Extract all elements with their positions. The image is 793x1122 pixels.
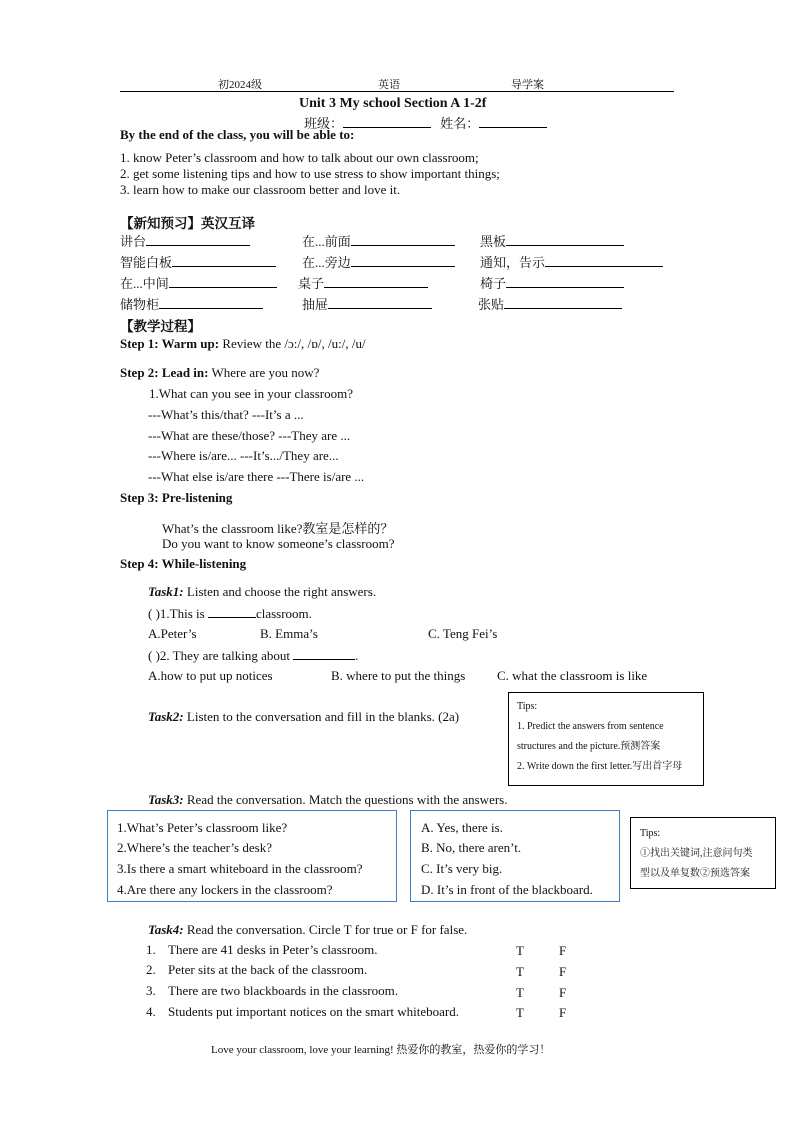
task3-question[interactable]: 4.Are there any lockers in the classroom? <box>117 882 333 897</box>
task3-answer[interactable]: A. Yes, there is. <box>421 820 503 835</box>
preview-term: 抽屉 <box>302 294 432 313</box>
answer-blank[interactable] <box>351 254 455 267</box>
class-blank[interactable] <box>343 115 431 128</box>
answer-blank[interactable] <box>169 275 277 288</box>
true-option[interactable]: T <box>516 943 524 958</box>
objective-item: 1. know Peter’s classroom and how to talk about our own classroom; <box>120 150 479 165</box>
tips-line: ①找出关键词,注意问句类 <box>640 848 753 859</box>
objective-item: 2. get some listening tips and how to use stress to show important things; <box>120 166 500 181</box>
preview-term: 在...旁边 <box>302 252 455 271</box>
page-title: Unit 3 My school Section A 1-2f <box>299 96 487 111</box>
task1-q2: ( )2. They are talking about . <box>148 648 359 663</box>
name-blank[interactable] <box>479 115 547 128</box>
step2-line: ---What’s this/that? ---It’s a ... <box>148 407 304 422</box>
task2-instruction: Task2: Listen to the conversation and fill in the blanks. (2a) <box>148 709 460 724</box>
task4-statement: There are 41 desks in Peter’s classroom. <box>168 942 378 957</box>
header-subject: 英语 <box>378 79 400 91</box>
process-heading: 【教学过程】 <box>120 319 201 334</box>
tips-line: 型以及单复数②预选答案 <box>640 868 750 879</box>
task4-num: 4. <box>146 1004 156 1019</box>
answer-blank[interactable] <box>545 254 663 267</box>
task3-question[interactable]: 2.Where’s the teacher’s desk? <box>117 840 272 855</box>
task3-answers-box <box>410 810 620 902</box>
task3-question[interactable]: 1.What’s Peter’s classroom like? <box>117 820 288 835</box>
tips-line: structures and the picture.预测答案 <box>517 741 661 752</box>
tips-title: Tips: <box>517 701 538 712</box>
preview-term: 黑板 <box>480 231 624 250</box>
objectives-intro: By the end of the class, you will be able to: <box>120 127 355 142</box>
answer-blank[interactable] <box>324 275 428 288</box>
preview-term: 桌子 <box>298 273 428 292</box>
false-option[interactable]: F <box>559 1005 567 1020</box>
answer-blank[interactable] <box>146 233 250 246</box>
step2-line: ---What are these/those? ---They are ... <box>148 428 351 443</box>
step2: Step 2: Lead in: Where are you now? <box>120 365 320 380</box>
task3-answer[interactable]: B. No, there aren’t. <box>421 840 522 855</box>
header-type: 导学案 <box>511 79 544 91</box>
task4-statement: Peter sits at the back of the classroom. <box>168 962 368 977</box>
task1-q1: ( )1.This is classroom. <box>148 606 312 621</box>
header-grade: 初2024级 <box>218 79 262 91</box>
preview-term: 讲台 <box>120 231 250 250</box>
preview-heading: 【新知预习】英汉互译 <box>120 216 255 231</box>
task3-answer[interactable]: C. It’s very big. <box>421 861 503 876</box>
task1-q1-option[interactable]: C. Teng Fei’s <box>428 626 498 641</box>
answer-blank[interactable] <box>504 296 622 309</box>
true-option[interactable]: T <box>516 985 524 1000</box>
tips-title: Tips: <box>640 828 661 839</box>
true-option[interactable]: T <box>516 964 524 979</box>
task1-q1-option[interactable]: A.Peter’s <box>148 626 197 641</box>
step1: Step 1: Warm up: Review the /ɔ:/, /ɒ/, /u:/, /u/ <box>120 336 366 351</box>
task3-answer[interactable]: D. It’s in front of the blackboard. <box>421 882 593 897</box>
true-option[interactable]: T <box>516 1005 524 1020</box>
name-label: 姓名： <box>440 116 480 131</box>
task3-instruction: Task3: Read the conversation. Match the questions with the answers. <box>148 792 508 807</box>
task2-tips-box <box>508 692 704 786</box>
task1-q2-option[interactable]: C. what the classroom is like <box>497 668 648 683</box>
preview-term: 椅子 <box>480 273 624 292</box>
tips-line: 1. Predict the answers from sentence <box>517 721 664 732</box>
answer-blank[interactable] <box>328 296 432 309</box>
preview-term: 在...中间 <box>120 273 277 292</box>
task3-tips-box <box>630 817 776 889</box>
task1-instruction: Task1: Listen and choose the right answers. <box>148 584 377 599</box>
task4-num: 2. <box>146 962 156 977</box>
step4-label: Step 4: While-listening <box>120 556 247 571</box>
task4-num: 1. <box>146 942 156 957</box>
step2-line: 1.What can you see in your classroom? <box>149 386 353 401</box>
step3-label: Step 3: Pre-listening <box>120 490 233 505</box>
preview-term: 智能白板 <box>120 252 276 271</box>
task3-question[interactable]: 3.Is there a smart whiteboard in the classroom? <box>117 861 363 876</box>
answer-blank[interactable] <box>172 254 276 267</box>
step2-line: ---What else is/are there ---There is/are ... <box>148 469 365 484</box>
task4-statement: Students put important notices on the smart whiteboard. <box>168 1004 460 1019</box>
answer-blank[interactable] <box>351 233 455 246</box>
answer-blank[interactable] <box>159 296 263 309</box>
answer-blank[interactable] <box>506 233 624 246</box>
class-label: 班级： <box>304 116 344 131</box>
task1-q1-option[interactable]: B. Emma’s <box>260 626 318 641</box>
objective-item: 3. learn how to make our classroom better and love it. <box>120 182 401 197</box>
task1-q2-option[interactable]: B. where to put the things <box>331 668 466 683</box>
answer-blank[interactable] <box>208 605 256 618</box>
step3-line: Do you want to know someone’s classroom? <box>162 536 395 551</box>
answer-blank[interactable] <box>293 647 355 660</box>
task1-q2-option[interactable]: A.how to put up notices <box>148 668 273 683</box>
preview-term: 储物柜 <box>120 294 263 313</box>
false-option[interactable]: F <box>559 943 567 958</box>
task3-questions-box <box>107 810 397 902</box>
false-option[interactable]: F <box>559 985 567 1000</box>
footer-motto: Love your classroom, love your learning! 热爱你的教室，热爱你的学习！ <box>211 1044 551 1056</box>
preview-term: 张贴 <box>478 294 622 313</box>
task4-num: 3. <box>146 983 156 998</box>
preview-term: 通知，告示 <box>480 252 663 271</box>
tips-line: 2. Write down the first letter.写出首字母 <box>517 761 683 772</box>
header-rule <box>120 91 674 92</box>
task4-instruction: Task4: Read the conversation. Circle T for true or F for false. <box>148 922 468 937</box>
task4-statement: There are two blackboards in the classroom. <box>168 983 398 998</box>
step3-line: What’s the classroom like?教室是怎样的？ <box>162 521 394 536</box>
preview-term: 在...前面 <box>302 231 455 250</box>
answer-blank[interactable] <box>506 275 624 288</box>
false-option[interactable]: F <box>559 964 567 979</box>
step2-line: ---Where is/are... ---It’s.../They are... <box>148 448 339 463</box>
